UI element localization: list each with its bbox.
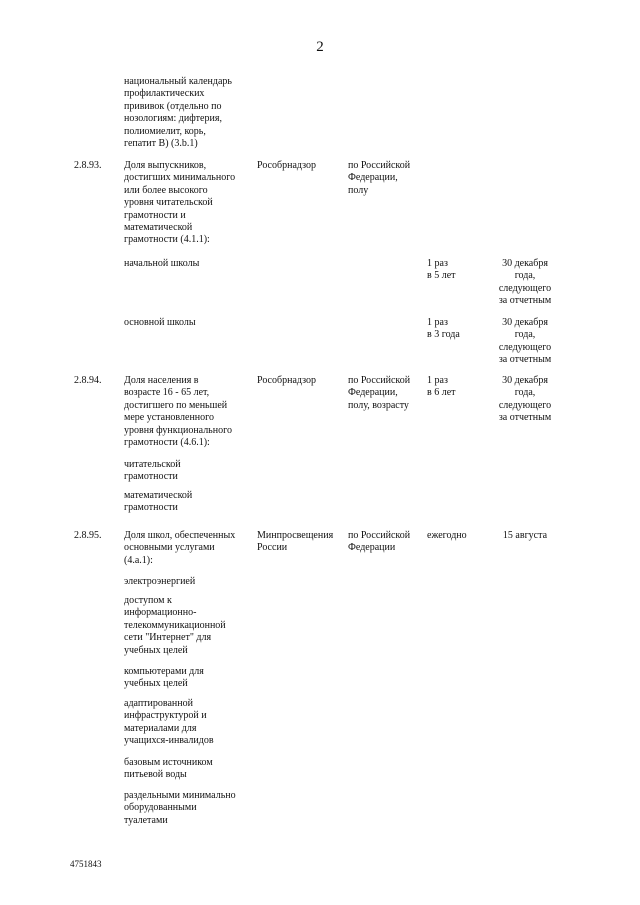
sub-indicator-name: адаптированной инфраструктурой и материалами для учащихся-инвалидов bbox=[124, 698, 214, 747]
indicator-name: Доля школ, обеспеченных основными услугами (4.a.1): bbox=[124, 530, 236, 566]
responsible-agency: Рособрнадзор bbox=[257, 160, 316, 171]
indicator-name: Доля выпускников, достигших минимального или более высокого уровня читательской грамотности и математической грамотности (4.1.1): bbox=[124, 160, 236, 246]
sub-indicator-name: основной школы bbox=[124, 317, 196, 328]
disaggregation-level: по Российской Федерации bbox=[348, 530, 411, 554]
document-code: 4751843 bbox=[70, 859, 102, 869]
disaggregation-level: по Российской Федерации, полу, возрасту bbox=[348, 375, 411, 411]
row-number: 2.8.93. bbox=[74, 160, 102, 171]
sub-indicator-name: доступом к информационно- телекоммуникационной сети "Интернет" для учебных целей bbox=[124, 595, 226, 656]
row-number: 2.8.95. bbox=[74, 530, 102, 541]
sub-indicator-name: математической грамотности bbox=[124, 490, 193, 514]
page-number: 2 bbox=[316, 39, 324, 55]
row-number: 2.8.94. bbox=[74, 375, 102, 386]
deadline: 30 декабря года, следующего за отчетным bbox=[498, 317, 552, 366]
deadline: 15 августа bbox=[502, 530, 548, 541]
frequency: 1 раз в 3 года bbox=[427, 317, 460, 341]
sub-indicator-name: базовым источником питьевой воды bbox=[124, 757, 213, 781]
disaggregation-level: по Российской Федерации, полу bbox=[348, 160, 411, 196]
deadline: 30 декабря года, следующего за отчетным bbox=[498, 258, 552, 307]
sub-indicator-name: начальной школы bbox=[124, 258, 200, 269]
sub-indicator-name: электроэнергией bbox=[124, 576, 196, 587]
sub-indicator-name: читательской грамотности bbox=[124, 459, 181, 483]
responsible-agency: Минпросвещения России bbox=[257, 530, 334, 554]
responsible-agency: Рособрнадзор bbox=[257, 375, 316, 386]
frequency: 1 раз в 6 лет bbox=[427, 375, 456, 399]
frequency: ежегодно bbox=[427, 530, 467, 541]
sub-indicator-name: компьютерами для учебных целей bbox=[124, 666, 204, 690]
sub-indicator-name: раздельными минимально оборудованными туалетами bbox=[124, 790, 236, 826]
frequency: 1 раз в 5 лет bbox=[427, 258, 456, 282]
indicator-name: Доля населения в возрасте 16 - 65 лет, достигшего по меньшей мере установленного уровня функционального грамотности (4.6.1): bbox=[124, 375, 232, 449]
continued-indicator-text: национальный календарь профилактических прививок (отдельно по нозологиям: дифтерия, полиомиелит, корь, гепатит В) (3.b.1) bbox=[124, 76, 232, 150]
deadline: 30 декабря года, следующего за отчетным bbox=[498, 375, 552, 424]
